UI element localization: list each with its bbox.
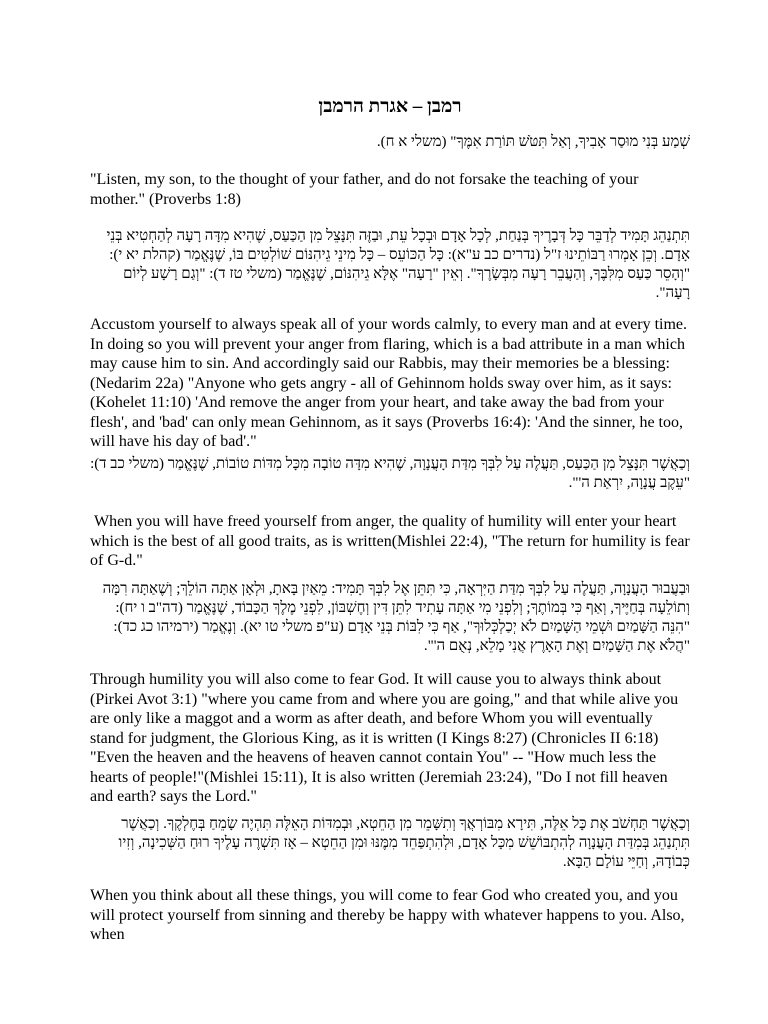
english-paragraph: When you will have freed yourself from anger, the quality of humility will enter your heart which is the best of all good traits, as is written(Mishlei 22:4), "The return for humility is fear of G-d." bbox=[90, 513, 694, 569]
document-page bbox=[90, 96, 690, 134]
english-paragraph: Accustom yourself to always speak all of your words calmly, to every man and at every time. In doing so you will prevent your anger from flaring, which is a bad attribute in a man which may cause him to sin. And accordingly said our Rabbis, may their memories be a blessing: (Nedarim 22a) "Anyone who gets angry - all of Gehinnom holds sway over him, as it says: (Kohelet 11:10) 'And remove the anger from your heart, and take away the bad from your flesh', and 'bad' can only mean Gehinnom, as it says (Proverbs 16:4): 'And the sinner, he too, will have his day of bad'." bbox=[90, 316, 688, 450]
hebrew-paragraph: שְׁמַע בְּנִי מוּסַר אָבִיךָ, וְאַל תִּטֹּשׁ תּוֹרַת אִמֶּךָ" (משלי א ח). bbox=[376, 134, 690, 150]
page-title: רמבן – אגרת הרמבן bbox=[318, 96, 462, 117]
hebrew-paragraph: וְכַאֲשֶׁר תַּחְשֹׁב אֶת כָּל אֵלֶּה, תִּירָא מִבּוֹרְאֲךָ וְתִשָּׁמֵר מִן הַחֵטְא, וּבְמִדּוֹת הָאֵלֶּה תִּהְיֶה שָׂמֵחַ בְּחֶלְקֶךָ. וְכַאֲשֶׁר תִּתְנַהֵג בְּמִדַּת הָעֲנָוָה לְהִתְבּוֹשֵׁשׁ מִכָּל אָדָם, וּלְהִתְפַּחֵד מִמֶּנּוּ וּמִן הַחֵטְא – אָז תִּשְׁרֶה עָלֶיךָ רוּחַ הַשְּׁכִינָה, וְזִיו כְּבוֹדָהּ, וְחַיֵּי עוֹלָם הַבָּא. bbox=[118, 816, 690, 870]
hebrew-paragraph: תִּתְנַהֵג תָּמִיד לְדַבֵּר כָּל דְּבָרֶיךָ בְּנַחַת, לְכָל אָדָם וּבְכָל עֵת, וּבַזֶּה תִּנָּצֵל מִן הַכַּעַס, שֶׁהִיא מִדָּה רָעָה לְהַחְטִיא בְּנֵי אָדָם. וְכֵן אָמְרוּ רַבּוֹתֵינוּ ז"ל (נדרים כב ע"א): כָּל הַכּוֹעֵס – כָּל מִינֵי גֵיהִנּוֹם שׁוֹלְטִים בּוֹ, שֶׁנֶּאֱמַר (קהלת יא י): "וְהָסֵר כַּעַס מִלִּבֶּךָ, וְהַעֲבֵר רָעָה מִבְּשָׂרֶךָ". וְאֵין "רָעָה" אֶלָּא גֵיהִנּוֹם, שֶׁנֶּאֱמַר (משלי טז ד): "וְגַם רָשָׁע לְיוֹם רָעָה". bbox=[106, 228, 690, 301]
english-paragraph: Through humility you will also come to fear God. It will cause you to always think about (Pirkei Avot 3:1) "where you came from and where you are going," and that while alive you are only like a maggot and a worm as after death, and before Whom you will eventually stand for judgment, the Glorious King, as it is written (I Kings 8:27) (Chronicles II 6:18) "Even the heaven and the heavens of heaven cannot contain You" -- "How much less the hearts of people!"(Mishlei 15:11), It is also written (Jeremiah 23:24), "Do I not fill heaven and earth? says the Lord." bbox=[90, 671, 679, 805]
hebrew-paragraph: וּבַעֲבוּר הָעֲנָוָה, תַּעֲלֶה עַל לִבְּךָ מִדַּת הַיִּרְאָה, כִּי תִּתֵּן אֶל לִבְּךָ תָּמִיד: מֵאַיִן בָּאתָ, וּלְאָן אַתָּה הוֹלֵךְ; וְשֶׁאַתָּה רִמָּה וְתוֹלֵעָה בְּחַיֶּיךָ, וְאַף כִּי בְּמוֹתֶךָ; וְלִפְנֵי מִי אַתָּה עָתִיד לִתֵּן דִּין וְחֶשְׁבּוֹן, לִפְנֵי מֶלֶךְ הַכָּבוֹד, שֶׁנֶּאֱמַר (דה"ב ו יח): "הִנֵּה הַשָּׁמַיִם וּשְׁמֵי הַשָּׁמַיִם לֹא יְכַלְכְּלוּךָ", אַף כִּי לִבּוֹת בְּנֵי אָדָם (ע"פ משלי טו יא). וְנֶאֱמַר (ירמיהו כג כד): "הֲלֹא אֶת הַשָּׁמַיִם וְאֶת הָאָרֶץ אֲנִי מָלֵא, נְאֻם ה'". bbox=[102, 581, 690, 654]
english-paragraph: When you think about all these things, you will come to fear God who created you, and you will protect yourself from sinning and thereby be happy with whatever happens to you. Also, when bbox=[90, 887, 685, 943]
hebrew-paragraph: וְכַאֲשֶׁר תִּנָּצֵל מִן הַכַּעַס, תַּעֲלֶה עַל לִבְּךָ מִדַּת הָעֲנָוָה, שֶׁהִיא מִדָּה טוֹבָה מִכָּל מִדּוֹת טוֹבוֹת, שֶׁנֶּאֱמַר (משלי כב ד): "עֵקֶב עֲנָוָה, יִרְאַת ה'". bbox=[90, 456, 690, 491]
english-paragraph: "Listen, my son, to the thought of your father, and do not forsake the teaching of your mother." (Proverbs 1:8) bbox=[90, 171, 639, 208]
